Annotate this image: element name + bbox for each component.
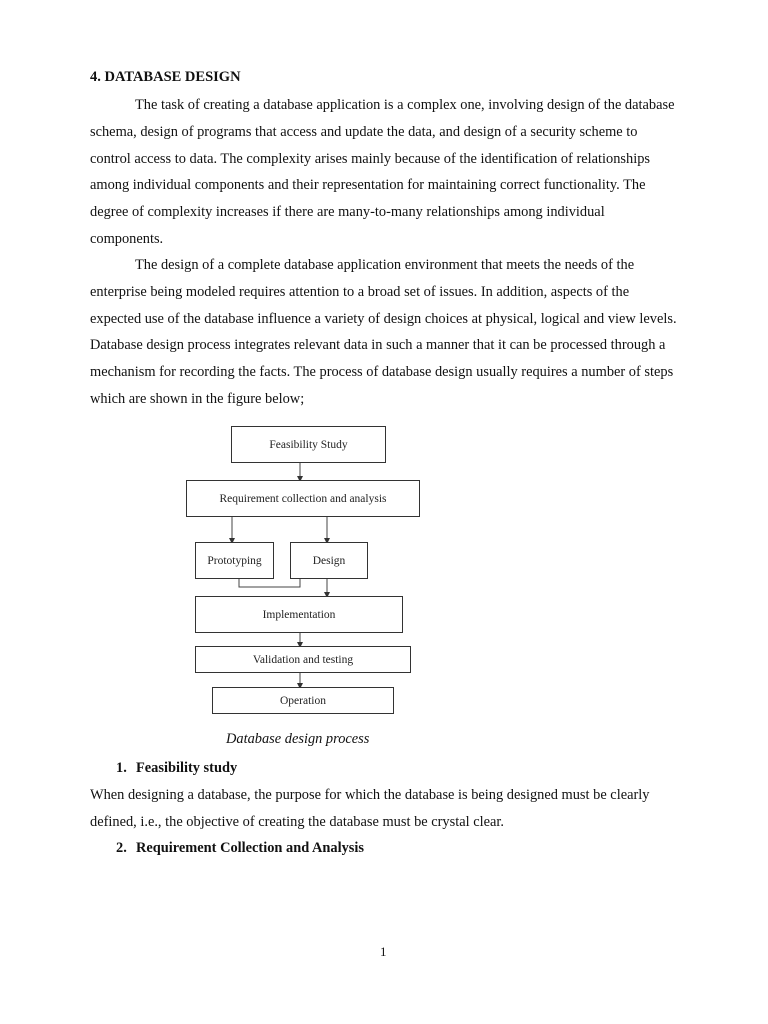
section-2-title: Requirement Collection and Analysis — [136, 840, 365, 856]
design-box: Design — [290, 542, 368, 579]
paragraph-2: The design of a complete database application environment that meets the needs of the enterprise being modeled requires attention to a broad set of issues. In addition, aspects of the expected use of the database influence a variety of design choices at physical, logical and view levels. Database design process integrates relevant data in such a manner that it can be processed through a mechanism for recording the facts. The process of database design usually requires a number of steps which are shown in the figure below; — [90, 257, 677, 407]
section-2-number: 2. — [116, 840, 127, 856]
page-number: 1 — [380, 944, 387, 959]
figure-caption: Database design process — [226, 731, 370, 747]
requirement-collection-box: Requirement collection and analysis — [186, 480, 420, 517]
section-1-text: When designing a database, the purpose for which the database is being designed must be clearly defined, i.e., the objective of creating the database must be crystal clear. — [90, 787, 650, 830]
section-heading: 4. DATABASE DESIGN — [90, 69, 241, 85]
section-1-number: 1. — [116, 760, 127, 776]
prototyping-box: Prototyping — [195, 542, 274, 579]
implementation-box: Implementation — [195, 596, 403, 633]
validation-testing-box: Validation and testing — [195, 646, 411, 673]
operation-box: Operation — [212, 687, 394, 714]
section-1-title: Feasibility study — [136, 760, 238, 776]
connector-prototyping-design — [239, 579, 300, 587]
feasibility-study-box: Feasibility Study — [231, 426, 386, 463]
paragraph-1: The task of creating a database application is a complex one, involving design of the database schema, design of programs that access and update the data, and design of a security scheme to control access to data. The complexity arises mainly because of the identification of relationships among individual components and their representation for maintaining correct functionality. The degree of complexity increases if there are many-to-many relationships among individual components. — [90, 97, 675, 247]
